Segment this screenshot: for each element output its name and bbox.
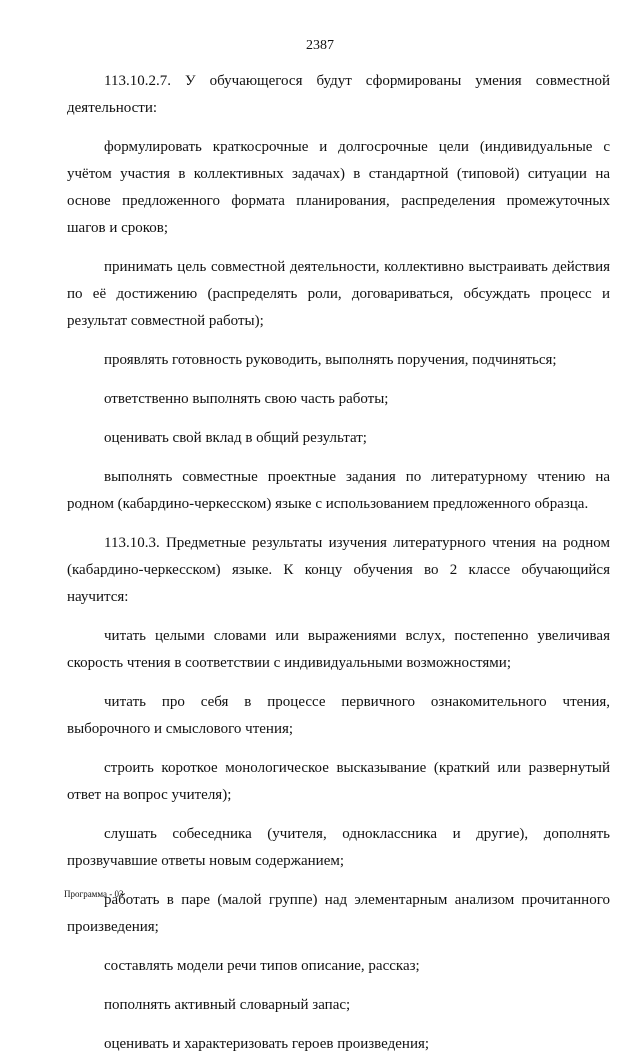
paragraph: слушать собеседника (учителя, одноклассника и другие), дополнять прозвучавшие ответы новым содержанием; [67, 826, 610, 869]
paragraph: оценивать свой вклад в общий результат; [104, 430, 367, 446]
paragraph: принимать цель совместной деятельности, коллективно выстраивать действия по её достижению (распределять роли, договариваться, обсуждать процесс и результат совместной работы); [67, 259, 610, 329]
paragraph: читать про себя в процессе первичного ознакомительного чтения, выборочного и смыслового чтения; [67, 694, 610, 737]
document-body [67, 68, 610, 1058]
paragraph: работать в паре (малой группе) над элементарным анализом прочитанного произведения; [67, 892, 610, 935]
paragraph: 113.10.3. Предметные результаты изучения литературного чтения на родном (кабардино-черкесском) языке. К концу обучения во 2 классе обучающийся научится: [67, 535, 610, 605]
page-footer: Программа - 03 [64, 889, 124, 899]
paragraph: формулировать краткосрочные и долгосрочные цели (индивидуальные с учётом участия в коллективных задачах) в стандартной (типовой) ситуации на основе предложенного формата планирования, распределения промежуточных шагов и сроков; [67, 139, 610, 236]
paragraph: оценивать и характеризовать героев произведения; [104, 1036, 430, 1052]
page-number: 2387 [306, 38, 334, 53]
paragraph: проявлять готовность руководить, выполнять поручения, подчиняться; [104, 352, 557, 368]
paragraph: строить короткое монологическое высказывание (краткий или развернутый ответ на вопрос учителя); [67, 760, 610, 803]
paragraph: выполнять совместные проектные задания по литературному чтению на родном (кабардино-черкесском) языке с использованием предложенного образца. [67, 469, 610, 512]
paragraph: 113.10.2.7. У обучающегося будут сформированы умения совместной деятельности: [67, 73, 610, 116]
paragraph: читать целыми словами или выражениями вслух, постепенно увеличивая скорость чтения в соответствии с индивидуальными возможностями; [67, 628, 610, 671]
paragraph: пополнять активный словарный запас; [104, 997, 351, 1013]
paragraph: ответственно выполнять свою часть работы; [104, 391, 389, 407]
paragraph: составлять модели речи типов описание, рассказ; [104, 958, 420, 974]
